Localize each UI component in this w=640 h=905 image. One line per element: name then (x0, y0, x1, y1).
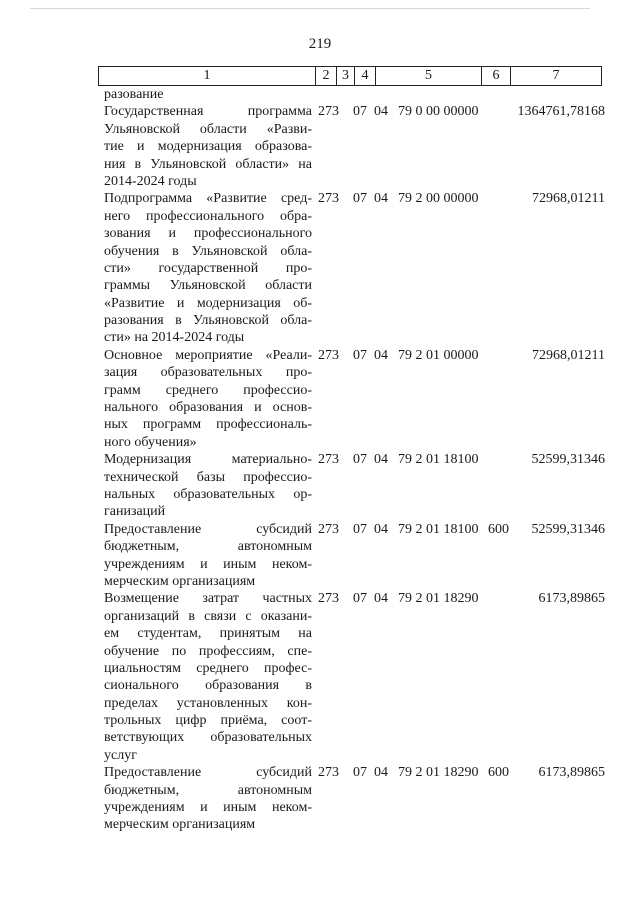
item-name-line: бюджетным, автономным (104, 782, 312, 798)
column-header-row (99, 67, 602, 86)
section-code: 07 (353, 521, 367, 537)
column-header-table (98, 66, 602, 86)
item-name-line: разования в Ульяновской обла- (104, 313, 312, 329)
ministry-code: 273 (318, 521, 339, 537)
amount-value: 72968,01211 (532, 191, 605, 207)
amount-value: 72968,01211 (532, 347, 605, 363)
item-name-line: «Развитие и модернизация об- (104, 295, 312, 311)
subsection-code: 04 (374, 452, 388, 468)
amount-value: 6173,89865 (538, 591, 605, 607)
scan-edge-line (30, 8, 590, 9)
item-name-line: него профессионального обра- (104, 208, 312, 224)
column-header-3: 3 (337, 67, 355, 86)
item-name-line: грамм среднего профессио- (104, 382, 312, 398)
table-row (0, 347, 640, 451)
item-name-line: ных программ профессиональ- (104, 417, 312, 433)
table-row (0, 451, 640, 521)
item-name-line: нального образования и основ- (104, 400, 312, 416)
section-code: 07 (353, 591, 367, 607)
item-name-line: циальностям среднего профес- (104, 660, 312, 676)
expense-type-code: 600 (488, 521, 509, 537)
item-name-line: тие и модернизация образова- (104, 139, 312, 155)
section-code: 07 (353, 191, 367, 207)
item-name-line: организаций в связи с оказани- (104, 608, 312, 624)
amount-value: 1364761,78168 (517, 104, 605, 120)
item-name-line: Возмещение затрат частных (104, 591, 312, 607)
item-name-line: бюджетным, автономным (104, 539, 312, 555)
ministry-code: 273 (318, 347, 339, 363)
table-row (0, 86, 640, 103)
item-name-line: ния в Ульяновской области» на (104, 156, 312, 172)
item-name-line: сти» на 2014-2024 годы (104, 330, 245, 346)
item-name-line: Подпрограмма «Развитие сред- (104, 191, 312, 207)
target-article-code: 79 2 01 00000 (398, 347, 479, 363)
item-name-line: Предоставление субсидий (104, 521, 312, 537)
amount-value: 52599,31346 (531, 521, 605, 537)
item-name-line: нальных образовательных ор- (104, 486, 312, 502)
target-article-code: 79 2 01 18290 (398, 591, 479, 607)
item-name (104, 451, 312, 521)
item-name-line: ветствующих образовательных (104, 730, 312, 746)
item-name (104, 190, 312, 347)
item-name-line: ем студентам, принятым на (104, 626, 312, 642)
item-name-line: 2014-2024 годы (104, 173, 197, 189)
subsection-code: 04 (374, 191, 388, 207)
target-article-code: 79 2 01 18100 (398, 452, 479, 468)
ministry-code: 273 (318, 104, 339, 120)
column-header-1: 1 (99, 67, 316, 86)
item-name-line: Модернизация материально- (104, 452, 312, 468)
item-name (104, 764, 312, 834)
subsection-code: 04 (374, 521, 388, 537)
item-name (104, 521, 312, 591)
item-name (104, 590, 312, 764)
section-code: 07 (353, 347, 367, 363)
ministry-code: 273 (318, 765, 339, 781)
item-name-line: обучение по профессиям, спе- (104, 643, 312, 659)
item-name (104, 347, 312, 451)
item-name (104, 86, 312, 103)
amount-value: 6173,89865 (538, 765, 605, 781)
item-name-line: разование (104, 87, 164, 102)
target-article-code: 79 2 01 18290 (398, 765, 479, 781)
item-name-line: мерческим организациям (104, 573, 256, 589)
table-row (0, 521, 640, 591)
item-name-line: технической базы профессио- (104, 469, 312, 485)
amount-value: 52599,31346 (531, 452, 605, 468)
page-number: 219 (308, 36, 332, 52)
item-name-line: Государственная программа (104, 104, 312, 120)
table-row (0, 190, 640, 347)
table-row (0, 103, 640, 190)
column-header-5: 5 (376, 67, 482, 86)
item-name-line: услуг (104, 747, 137, 763)
section-code: 07 (353, 104, 367, 120)
expense-type-code: 600 (488, 765, 509, 781)
item-name-line: зования и профессионального (104, 226, 312, 242)
column-header-4: 4 (355, 67, 376, 86)
item-name (104, 103, 312, 190)
section-code: 07 (353, 765, 367, 781)
subsection-code: 04 (374, 347, 388, 363)
subsection-code: 04 (374, 591, 388, 607)
subsection-code: 04 (374, 765, 388, 781)
item-name-line: зация образовательных про- (104, 365, 312, 381)
target-article-code: 79 0 00 00000 (398, 104, 479, 120)
item-name-line: обучения в Ульяновской обла- (104, 243, 312, 259)
item-name-line: ганизаций (104, 504, 166, 520)
item-name-line: сионального образования в (104, 678, 312, 694)
target-article-code: 79 2 00 00000 (398, 191, 479, 207)
ministry-code: 273 (318, 191, 339, 207)
subsection-code: 04 (374, 104, 388, 120)
column-header-6: 6 (482, 67, 511, 86)
target-article-code: 79 2 01 18100 (398, 521, 479, 537)
item-name-line: мерческим организациям (104, 817, 256, 833)
item-name-line: пределах установленных кон- (104, 695, 312, 711)
column-header-7: 7 (511, 67, 602, 86)
item-name-line: Ульяновской области «Разви- (104, 121, 312, 137)
section-code: 07 (353, 452, 367, 468)
table-row (0, 764, 640, 834)
column-header-2: 2 (316, 67, 337, 86)
budget-table-body (0, 86, 640, 834)
item-name-line: учреждениям и иным неком- (104, 556, 312, 572)
item-name-line: Основное мероприятие «Реали- (104, 347, 312, 363)
ministry-code: 273 (318, 452, 339, 468)
item-name-line: ного обучения» (104, 434, 197, 450)
item-name-line: сти» государственной про- (104, 260, 312, 276)
item-name-line: Предоставление субсидий (104, 765, 312, 781)
ministry-code: 273 (318, 591, 339, 607)
item-name-line: трольных цифр приёма, соот- (104, 713, 312, 729)
table-row (0, 590, 640, 764)
item-name-line: учреждениям и иным неком- (104, 800, 312, 816)
item-name-line: граммы Ульяновской области (104, 278, 312, 294)
